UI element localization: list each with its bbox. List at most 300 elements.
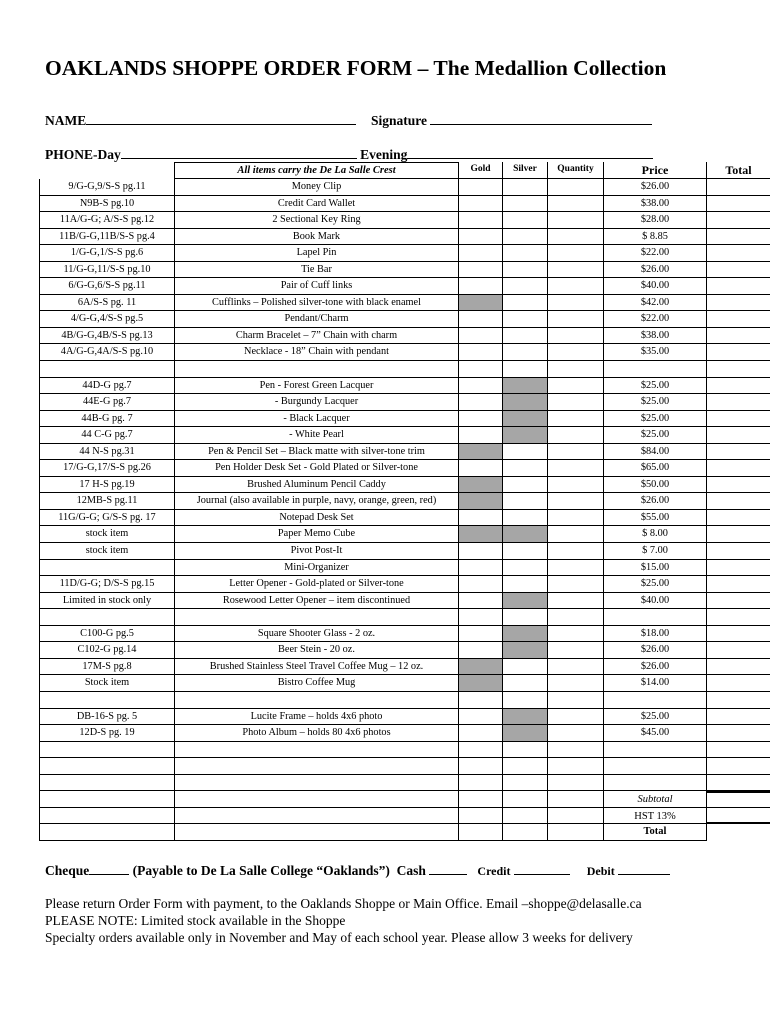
blank-cell [548, 791, 604, 808]
table-row [39, 758, 770, 775]
table-row [39, 394, 770, 411]
silver-checkbox [503, 593, 548, 610]
return-note: Please return Order Form with payment, to the Oaklands Shoppe or Main Office. Email –shoppe@delasalle.ca [45, 896, 642, 911]
cash-label: Cash [396, 863, 426, 878]
item-price: $ 8.00 [604, 526, 707, 543]
silver-checkbox[interactable] [503, 311, 548, 328]
signature-label: Signature [371, 113, 428, 128]
item-description: Beer Stein - 20 oz. [175, 642, 459, 659]
item-sku [39, 742, 175, 759]
gold-checkbox[interactable] [459, 642, 503, 659]
quantity-input[interactable] [548, 344, 604, 361]
item-sku [39, 560, 175, 577]
line-total[interactable] [707, 642, 770, 659]
item-description: - White Pearl [175, 427, 459, 444]
gold-checkbox[interactable] [459, 510, 503, 527]
table-row [39, 196, 770, 213]
specialty-note: Specialty orders available only in November and May of each school year. Please allow 3 weeks for delivery [45, 930, 633, 945]
quantity-input[interactable] [548, 642, 604, 659]
item-sku: 44 N-S pg.31 [39, 444, 175, 461]
silver-checkbox[interactable] [503, 328, 548, 345]
quantity-input[interactable] [548, 560, 604, 577]
form-title: OAKLANDS SHOPPE ORDER FORM – The Medallion Collection [45, 56, 667, 80]
silver-checkbox[interactable] [503, 576, 548, 593]
line-total[interactable] [707, 725, 770, 742]
item-price: $55.00 [604, 510, 707, 527]
item-price: $26.00 [604, 659, 707, 676]
name-field[interactable] [86, 112, 356, 125]
line-total[interactable] [707, 493, 770, 510]
silver-checkbox[interactable] [503, 196, 548, 213]
item-description: Brushed Aluminum Pencil Caddy [175, 477, 459, 494]
item-price: $25.00 [604, 378, 707, 395]
gold-checkbox[interactable] [459, 262, 503, 279]
silver-checkbox [503, 709, 548, 726]
gold-checkbox[interactable] [459, 576, 503, 593]
item-description: Pivot Post-It [175, 543, 459, 560]
debit-field[interactable] [618, 862, 670, 875]
item-sku [39, 775, 175, 792]
gold-checkbox [459, 295, 503, 312]
silver-checkbox[interactable] [503, 510, 548, 527]
item-sku: 6A/S-S pg. 11 [39, 295, 175, 312]
item-sku: 44E-G pg.7 [39, 394, 175, 411]
line-total[interactable] [707, 179, 770, 196]
table-row [39, 344, 770, 361]
item-sku: 12D-S pg. 19 [39, 725, 175, 742]
credit-label: Credit [477, 864, 511, 878]
item-price: $84.00 [604, 444, 707, 461]
credit-field[interactable] [514, 862, 570, 875]
quantity-input[interactable] [548, 725, 604, 742]
header-gold: Gold [459, 162, 503, 179]
table-row [39, 411, 770, 428]
silver-checkbox[interactable] [503, 758, 548, 775]
gold-checkbox[interactable] [459, 229, 503, 246]
item-description: - Burgundy Lacquer [175, 394, 459, 411]
item-description: Pair of Cuff links [175, 278, 459, 295]
table-row [39, 262, 770, 279]
line-total[interactable] [707, 295, 770, 312]
silver-checkbox[interactable] [503, 179, 548, 196]
line-total[interactable] [707, 311, 770, 328]
blank-cell [175, 791, 459, 808]
table-row [39, 510, 770, 527]
cash-field[interactable] [429, 862, 467, 875]
gold-checkbox[interactable] [459, 758, 503, 775]
quantity-input[interactable] [548, 311, 604, 328]
line-total[interactable] [707, 659, 770, 676]
quantity-input[interactable] [548, 526, 604, 543]
gold-checkbox [459, 526, 503, 543]
gold-checkbox[interactable] [459, 593, 503, 610]
table-row [39, 560, 770, 577]
line-total[interactable] [707, 709, 770, 726]
item-price: $14.00 [604, 675, 707, 692]
silver-checkbox [503, 411, 548, 428]
quantity-input[interactable] [548, 775, 604, 792]
blank-cell [175, 808, 459, 825]
item-sku: 44B-G pg. 7 [39, 411, 175, 428]
item-description [175, 758, 459, 775]
table-row [39, 659, 770, 676]
line-total[interactable] [707, 262, 770, 279]
line-total[interactable] [707, 576, 770, 593]
table-row [39, 543, 770, 560]
cheque-field[interactable] [89, 862, 129, 875]
line-total[interactable] [707, 510, 770, 527]
item-price: $ 8.85 [604, 229, 707, 246]
item-description: Paper Memo Cube [175, 526, 459, 543]
item-description: Lucite Frame – holds 4x6 photo [175, 709, 459, 726]
blank-cell [39, 808, 175, 825]
item-sku: 11D/G-G; D/S-S pg.15 [39, 576, 175, 593]
item-sku [39, 361, 175, 378]
item-description: Pen & Pencil Set – Black matte with silver-tone trim [175, 444, 459, 461]
quantity-input[interactable] [548, 278, 604, 295]
subtotal-row [39, 791, 770, 808]
item-sku: 11A/G-G; A/S-S pg.12 [39, 212, 175, 229]
line-total[interactable] [707, 692, 770, 709]
quantity-input[interactable] [548, 593, 604, 610]
quantity-input[interactable] [548, 477, 604, 494]
silver-checkbox[interactable] [503, 245, 548, 262]
quantity-input[interactable] [548, 427, 604, 444]
quantity-input[interactable] [548, 444, 604, 461]
item-price: $35.00 [604, 344, 707, 361]
blank-cell [459, 824, 503, 841]
blank-cell [503, 791, 548, 808]
gold-checkbox[interactable] [459, 775, 503, 792]
quantity-input[interactable] [548, 328, 604, 345]
gold-checkbox [459, 477, 503, 494]
item-price: $45.00 [604, 725, 707, 742]
line-total[interactable] [707, 742, 770, 759]
line-total[interactable] [707, 378, 770, 395]
item-description: Pendant/Charm [175, 311, 459, 328]
item-sku: 17M-S pg.8 [39, 659, 175, 676]
gold-checkbox[interactable] [459, 742, 503, 759]
gold-checkbox[interactable] [459, 212, 503, 229]
evening-field[interactable] [407, 146, 653, 159]
line-total[interactable] [707, 560, 770, 577]
quantity-input[interactable] [548, 378, 604, 395]
item-sku: stock item [39, 526, 175, 543]
quantity-input[interactable] [548, 758, 604, 775]
item-sku: 1/G-G,1/S-S pg.6 [39, 245, 175, 262]
line-total[interactable] [707, 411, 770, 428]
line-total[interactable] [707, 675, 770, 692]
quantity-input[interactable] [548, 229, 604, 246]
table-row [39, 229, 770, 246]
item-description: Photo Album – holds 80 4x6 photos [175, 725, 459, 742]
line-total[interactable] [707, 626, 770, 643]
line-total[interactable] [707, 775, 770, 792]
table-row [39, 460, 770, 477]
table-row [39, 295, 770, 312]
item-price: $25.00 [604, 709, 707, 726]
item-description: Money Clip [175, 179, 459, 196]
header-total: Total [707, 162, 770, 179]
quantity-input[interactable] [548, 543, 604, 560]
item-sku: 12MB-S pg.11 [39, 493, 175, 510]
table-row [39, 526, 770, 543]
item-description: Square Shooter Glass - 2 oz. [175, 626, 459, 643]
item-sku: DB-16-S pg. 5 [39, 709, 175, 726]
quantity-input[interactable] [548, 212, 604, 229]
evening-label: Evening [360, 147, 408, 162]
item-price: $25.00 [604, 427, 707, 444]
silver-checkbox[interactable] [503, 675, 548, 692]
gold-checkbox [459, 444, 503, 461]
item-description: Rosewood Letter Opener – item discontinued [175, 593, 459, 610]
silver-checkbox[interactable] [503, 361, 548, 378]
gold-checkbox[interactable] [459, 344, 503, 361]
silver-checkbox[interactable] [503, 295, 548, 312]
silver-checkbox[interactable] [503, 229, 548, 246]
silver-checkbox[interactable] [503, 493, 548, 510]
item-price [604, 775, 707, 792]
item-description [175, 361, 459, 378]
table-row [39, 311, 770, 328]
item-description [175, 742, 459, 759]
gold-checkbox[interactable] [459, 245, 503, 262]
quantity-input[interactable] [548, 394, 604, 411]
line-total[interactable] [707, 229, 770, 246]
gold-checkbox[interactable] [459, 725, 503, 742]
gold-checkbox[interactable] [459, 609, 503, 626]
quantity-input[interactable] [548, 692, 604, 709]
silver-checkbox [503, 725, 548, 742]
silver-checkbox [503, 427, 548, 444]
quantity-input[interactable] [548, 411, 604, 428]
gold-checkbox[interactable] [459, 311, 503, 328]
name-label: NAME [45, 113, 87, 128]
silver-checkbox[interactable] [503, 543, 548, 560]
subtotal-value[interactable] [707, 791, 770, 808]
gold-checkbox[interactable] [459, 361, 503, 378]
line-total[interactable] [707, 593, 770, 610]
item-price: $26.00 [604, 179, 707, 196]
item-sku: 44 C-G pg.7 [39, 427, 175, 444]
quantity-input[interactable] [548, 576, 604, 593]
line-total[interactable] [707, 444, 770, 461]
quantity-input[interactable] [548, 179, 604, 196]
gold-checkbox[interactable] [459, 328, 503, 345]
item-price: $40.00 [604, 278, 707, 295]
signature-field[interactable] [430, 112, 652, 125]
header-silver: Silver [503, 162, 548, 179]
item-price [604, 758, 707, 775]
name-row [45, 112, 652, 129]
table-row [39, 626, 770, 643]
silver-checkbox[interactable] [503, 477, 548, 494]
gold-checkbox[interactable] [459, 560, 503, 577]
item-price: $26.00 [604, 493, 707, 510]
line-total[interactable] [707, 344, 770, 361]
quantity-input[interactable] [548, 742, 604, 759]
cheque-label: Cheque [45, 863, 90, 878]
header-quantity: Quantity [548, 162, 604, 179]
quantity-input[interactable] [548, 295, 604, 312]
silver-checkbox[interactable] [503, 692, 548, 709]
quantity-input[interactable] [548, 626, 604, 643]
item-description [175, 692, 459, 709]
table-row [39, 576, 770, 593]
gold-checkbox[interactable] [459, 378, 503, 395]
gold-checkbox[interactable] [459, 460, 503, 477]
quantity-input[interactable] [548, 262, 604, 279]
item-description: Pen Holder Desk Set - Gold Plated or Silver-tone [175, 460, 459, 477]
item-description: Journal (also available in purple, navy, orange, green, red) [175, 493, 459, 510]
line-total[interactable] [707, 609, 770, 626]
gold-checkbox[interactable] [459, 394, 503, 411]
silver-checkbox[interactable] [503, 212, 548, 229]
item-sku: N9B-S pg.10 [39, 196, 175, 213]
line-total[interactable] [707, 212, 770, 229]
silver-checkbox [503, 526, 548, 543]
quantity-input[interactable] [548, 709, 604, 726]
item-description: Credit Card Wallet [175, 196, 459, 213]
item-description: Charm Bracelet – 7” Chain with charm [175, 328, 459, 345]
item-sku [39, 758, 175, 775]
gold-checkbox [459, 675, 503, 692]
item-sku: 4A/G-G,4A/S-S pg.10 [39, 344, 175, 361]
crest-note: All items carry the De La Salle Crest [175, 162, 459, 179]
quantity-input[interactable] [548, 659, 604, 676]
line-total[interactable] [707, 328, 770, 345]
gold-checkbox[interactable] [459, 411, 503, 428]
phone-row [45, 146, 653, 163]
item-description: Book Mark [175, 229, 459, 246]
silver-checkbox[interactable] [503, 460, 548, 477]
item-sku: 4B/G-G,4B/S-S pg.13 [39, 328, 175, 345]
item-description: Bistro Coffee Mug [175, 675, 459, 692]
item-price: $25.00 [604, 576, 707, 593]
gold-checkbox[interactable] [459, 692, 503, 709]
quantity-input[interactable] [548, 493, 604, 510]
line-total[interactable] [707, 394, 770, 411]
blank-cell [39, 791, 175, 808]
line-total[interactable] [707, 245, 770, 262]
hst-value[interactable] [707, 808, 770, 825]
gold-checkbox[interactable] [459, 427, 503, 444]
total-label: Total [604, 824, 707, 841]
quantity-input[interactable] [548, 510, 604, 527]
gold-checkbox[interactable] [459, 709, 503, 726]
item-price: $15.00 [604, 560, 707, 577]
table-row [39, 427, 770, 444]
silver-checkbox[interactable] [503, 775, 548, 792]
payable-note: (Payable to De La Salle College “Oaklands”) [132, 863, 390, 878]
silver-checkbox[interactable] [503, 262, 548, 279]
header-price: Price [604, 162, 707, 179]
table-row [39, 642, 770, 659]
item-description: Necklace - 18” Chain with pendant [175, 344, 459, 361]
item-sku: Stock item [39, 675, 175, 692]
blank-cell [459, 808, 503, 825]
quantity-input[interactable] [548, 361, 604, 378]
item-price: $22.00 [604, 311, 707, 328]
hst-label: HST 13% [604, 808, 707, 825]
line-total[interactable] [707, 758, 770, 775]
gold-checkbox[interactable] [459, 543, 503, 560]
table-header-row [39, 162, 770, 179]
item-description: Mini-Organizer [175, 560, 459, 577]
silver-checkbox[interactable] [503, 444, 548, 461]
item-sku [39, 692, 175, 709]
table-row [39, 593, 770, 610]
item-sku: C100-G pg.5 [39, 626, 175, 643]
header-blank [39, 162, 175, 179]
quantity-input[interactable] [548, 196, 604, 213]
item-price [604, 361, 707, 378]
phone-day-label: PHONE-Day [45, 147, 121, 162]
item-description: Brushed Stainless Steel Travel Coffee Mug – 12 oz. [175, 659, 459, 676]
item-price: $40.00 [604, 593, 707, 610]
silver-checkbox[interactable] [503, 609, 548, 626]
line-total[interactable] [707, 543, 770, 560]
quantity-input[interactable] [548, 245, 604, 262]
line-total[interactable] [707, 460, 770, 477]
table-row [39, 245, 770, 262]
quantity-input[interactable] [548, 460, 604, 477]
table-row [39, 361, 770, 378]
silver-checkbox [503, 394, 548, 411]
item-description: - Black Lacquer [175, 411, 459, 428]
blank-cell [175, 824, 459, 841]
hst-row [39, 808, 770, 825]
item-description: Cufflinks – Polished silver-tone with black enamel [175, 295, 459, 312]
item-price: $25.00 [604, 394, 707, 411]
silver-checkbox[interactable] [503, 560, 548, 577]
item-sku: stock item [39, 543, 175, 560]
line-total[interactable] [707, 427, 770, 444]
line-total[interactable] [707, 278, 770, 295]
gold-checkbox [459, 493, 503, 510]
silver-checkbox[interactable] [503, 278, 548, 295]
line-total[interactable] [707, 477, 770, 494]
gold-checkbox[interactable] [459, 626, 503, 643]
item-description: Tie Bar [175, 262, 459, 279]
table-row [39, 692, 770, 709]
line-total[interactable] [707, 526, 770, 543]
quantity-input[interactable] [548, 675, 604, 692]
table-row [39, 725, 770, 742]
silver-checkbox[interactable] [503, 742, 548, 759]
line-total[interactable] [707, 196, 770, 213]
line-total[interactable] [707, 361, 770, 378]
item-price: $38.00 [604, 196, 707, 213]
gold-checkbox[interactable] [459, 196, 503, 213]
quantity-input[interactable] [548, 609, 604, 626]
phone-day-field[interactable] [121, 146, 357, 159]
item-sku: 6/G-G,6/S-S pg.11 [39, 278, 175, 295]
item-sku: 11G/G-G; G/S-S pg. 17 [39, 510, 175, 527]
silver-checkbox[interactable] [503, 344, 548, 361]
silver-checkbox[interactable] [503, 659, 548, 676]
blank-cell [503, 808, 548, 825]
order-table [39, 162, 770, 841]
table-row [39, 742, 770, 759]
blank-cell [548, 824, 604, 841]
item-price: $26.00 [604, 262, 707, 279]
gold-checkbox[interactable] [459, 278, 503, 295]
table-row [39, 328, 770, 345]
total-value[interactable] [707, 824, 770, 841]
item-sku: 4/G-G,4/S-S pg.5 [39, 311, 175, 328]
gold-checkbox[interactable] [459, 179, 503, 196]
